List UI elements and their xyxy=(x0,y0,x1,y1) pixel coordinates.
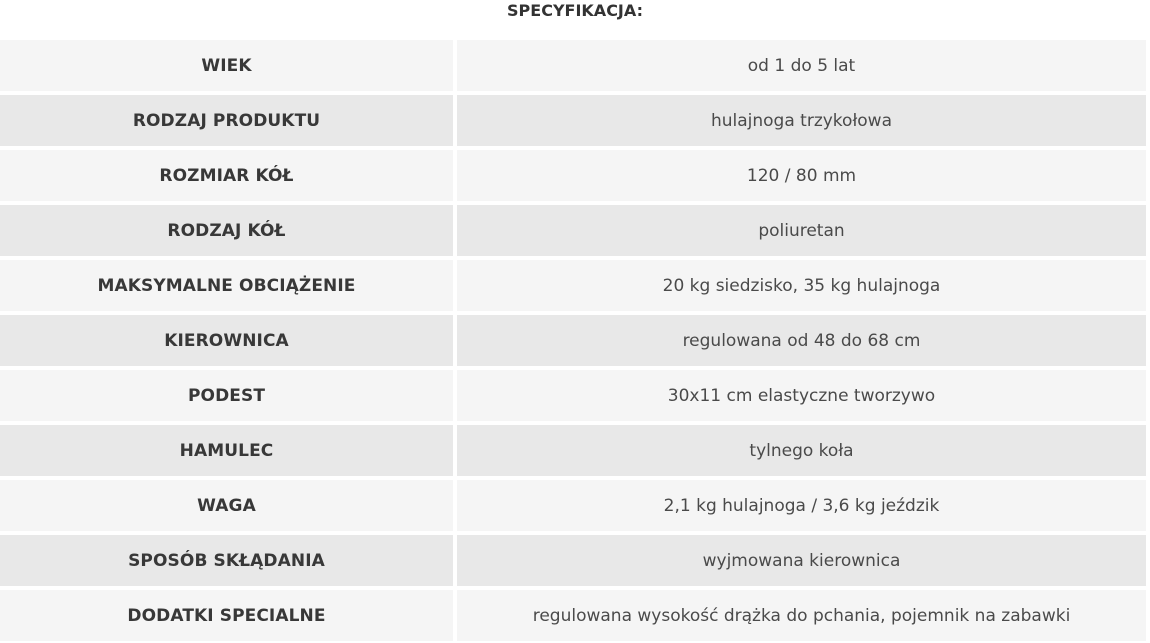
spec-value: regulowana wysokość drążka do pchania, pojemnik na zabawki xyxy=(457,590,1146,641)
spec-value: hulajnoga trzykołowa xyxy=(457,95,1146,146)
spec-value: 2,1 kg hulajnoga / 3,6 kg jeździk xyxy=(457,480,1146,531)
spec-key: MAKSYMALNE OBCIĄŻENIE xyxy=(0,260,457,311)
spec-key: DODATKI SPECIALNE xyxy=(0,590,457,641)
spec-key: WAGA xyxy=(0,480,457,531)
spec-row xyxy=(0,478,1148,533)
spec-row xyxy=(0,93,1148,148)
spec-row xyxy=(0,148,1148,203)
spec-key: ROZMIAR KÓŁ xyxy=(0,150,457,201)
spec-value: tylnego koła xyxy=(457,425,1146,476)
spec-key: WIEK xyxy=(0,40,457,91)
spec-value: wyjmowana kierownica xyxy=(457,535,1146,586)
spec-key: HAMULEC xyxy=(0,425,457,476)
spec-value: od 1 do 5 lat xyxy=(457,40,1146,91)
spec-value: poliuretan xyxy=(457,205,1146,256)
spec-row xyxy=(0,368,1148,423)
spec-value: regulowana od 48 do 68 cm xyxy=(457,315,1146,366)
spec-table xyxy=(0,38,1148,643)
spec-row xyxy=(0,203,1148,258)
spec-key: SPOSÓB SKŁĄDANIA xyxy=(0,535,457,586)
spec-key: PODEST xyxy=(0,370,457,421)
spec-row xyxy=(0,258,1148,313)
spec-value: 20 kg siedzisko, 35 kg hulajnoga xyxy=(457,260,1146,311)
spec-key: RODZAJ PRODUKTU xyxy=(0,95,457,146)
spec-row xyxy=(0,588,1148,643)
spec-row xyxy=(0,423,1148,478)
spec-key: RODZAJ KÓŁ xyxy=(0,205,457,256)
spec-row xyxy=(0,313,1148,368)
spec-value: 30x11 cm elastyczne tworzywo xyxy=(457,370,1146,421)
spec-value: 120 / 80 mm xyxy=(457,150,1146,201)
spec-key: KIEROWNICA xyxy=(0,315,457,366)
spec-row xyxy=(0,38,1148,93)
spec-title: SPECYFIKACJA: xyxy=(507,1,643,20)
spec-row xyxy=(0,533,1148,588)
